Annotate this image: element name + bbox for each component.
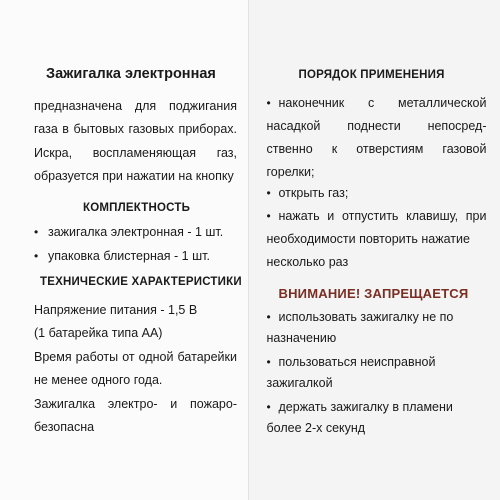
bullet-icon: • bbox=[34, 249, 39, 263]
specs-line-4: не менее одного года. bbox=[34, 373, 163, 387]
specs-line-5: Зажигалка электро- и пожаро- bbox=[34, 397, 237, 411]
bullet-icon: • bbox=[266, 355, 271, 369]
specs-line-2: (1 батарейка типа АА) bbox=[34, 326, 163, 340]
usage-item-3-line-3: несколько раз bbox=[266, 255, 349, 269]
usage-item-1-line-3: ственно к отверстиям газовой bbox=[266, 142, 487, 156]
warning-item-2-line-2: зажигалкой bbox=[266, 376, 333, 390]
warning-item-1-line-2: назначению bbox=[266, 331, 337, 345]
product-title: Зажигалка электронная bbox=[46, 66, 216, 82]
kit-item-1: зажигалка электронная - 1 шт. bbox=[48, 225, 224, 239]
bullet-icon: • bbox=[266, 310, 271, 324]
right-panel bbox=[248, 0, 500, 500]
intro-line-3: Искра, воспламеняющая газ, bbox=[34, 146, 237, 160]
kit-heading: КОМПЛЕКТНОСТЬ bbox=[83, 202, 191, 214]
bullet-icon: • bbox=[34, 225, 39, 239]
usage-item-1-line-4: горелки; bbox=[266, 165, 315, 179]
intro-line-2: газа в бытовых газовых приборах. bbox=[34, 122, 237, 136]
intro-line-1: предназначена для поджигания bbox=[34, 99, 237, 113]
warning-heading: ВНИМАНИЕ! ЗАПРЕЩАЕТСЯ bbox=[278, 286, 469, 301]
left-panel bbox=[0, 0, 248, 500]
intro-line-4: образуется при нажатии на кнопку bbox=[34, 169, 234, 183]
usage-item-3-line-1: нажать и отпустить клавишу, при bbox=[278, 209, 487, 223]
bullet-icon: • bbox=[266, 186, 271, 200]
specs-line-6: безопасна bbox=[34, 420, 95, 434]
warning-item-2-line-1: пользоваться неисправной bbox=[278, 355, 436, 369]
bullet-icon: • bbox=[266, 96, 271, 110]
warning-item-1-line-1: использовать зажигалку не по bbox=[278, 310, 454, 324]
kit-item-2: упаковка блистерная - 1 шт. bbox=[48, 249, 210, 263]
bullet-icon: • bbox=[266, 209, 271, 223]
specs-heading: ТЕХНИЧЕСКИЕ ХАРАКТЕРИСТИКИ bbox=[40, 276, 242, 288]
specs-line-1: Напряжение питания - 1,5 В bbox=[34, 303, 198, 317]
usage-item-1-line-2: насадкой поднести непосред- bbox=[266, 119, 487, 133]
bullet-icon: • bbox=[266, 400, 271, 414]
warning-item-3-line-1: держать зажигалку в пламени bbox=[278, 400, 453, 414]
usage-item-1-line-1: наконечник с металлической bbox=[278, 96, 487, 110]
specs-line-3: Время работы от одной батарейки bbox=[34, 350, 237, 364]
warning-item-3-line-2: более 2-х секунд bbox=[266, 421, 366, 435]
usage-item-2-line-1: открыть газ; bbox=[278, 186, 349, 200]
usage-item-3-line-2: необходимости повторить нажатие bbox=[266, 232, 470, 246]
usage-heading: ПОРЯДОК ПРИМЕНЕНИЯ bbox=[298, 69, 445, 81]
